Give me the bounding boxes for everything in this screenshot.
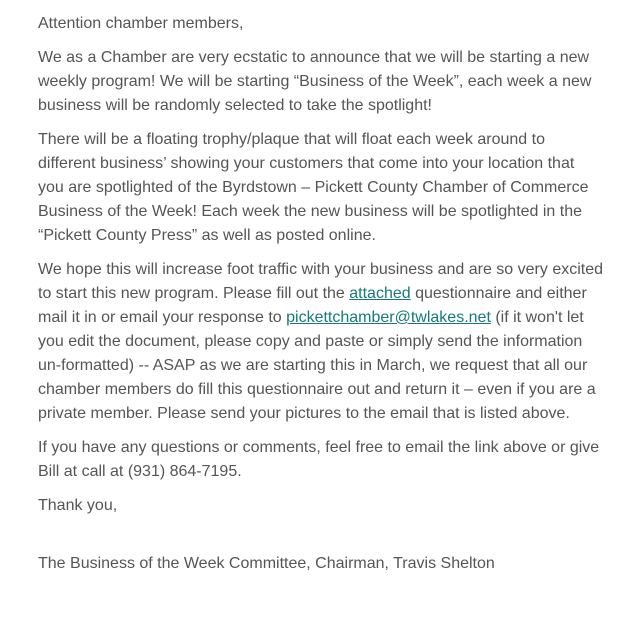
paragraph-instructions <box>38 258 604 426</box>
email-link[interactable]: pickettchamber@twlakes.net <box>286 309 491 326</box>
paragraph-announcement: We as a Chamber are very ecstatic to announce that we will be starting a new weekly program! We will be starting “Business of the Week”, each week a new business will be randomly selected to take the spotlight! <box>38 49 592 114</box>
greeting: Attention chamber members, <box>38 15 244 32</box>
instructions-text-2: questionnaire and either mail it in or email your response to <box>38 285 587 326</box>
instructions-text-3: (if it won't let you edit the document, please copy and paste or simply send the information un-formatted) -- ASAP as we are starting this in March, we request that all our chamber members do fill this questionnaire out and return it – even if you are a private member. Please send your pictures to the email that is listed above. <box>38 309 596 422</box>
instructions-text-1: We hope this will increase foot traffic with your business and are so very excited to start this new program. Please fill out the <box>38 261 604 302</box>
paragraph-trophy: There will be a floating trophy/plaque that will float each week around to different business’ showing your customers that come into your location that you are spotlighted of the Byrdstown – Pickett County Chamber of Commerce Business of the Week! Each week the new business will be spotlighted in the “Pickett County Press” as well as posted online. <box>38 131 589 244</box>
closing: Thank you, <box>38 497 118 514</box>
email-body <box>38 12 604 586</box>
signature: The Business of the Week Committee, Chairman, Travis Shelton <box>38 555 495 572</box>
attached-link[interactable]: attached <box>349 285 411 302</box>
paragraph-contact: If you have any questions or comments, feel free to email the link above or give Bill at call at (931) 864-7195. <box>38 439 600 480</box>
